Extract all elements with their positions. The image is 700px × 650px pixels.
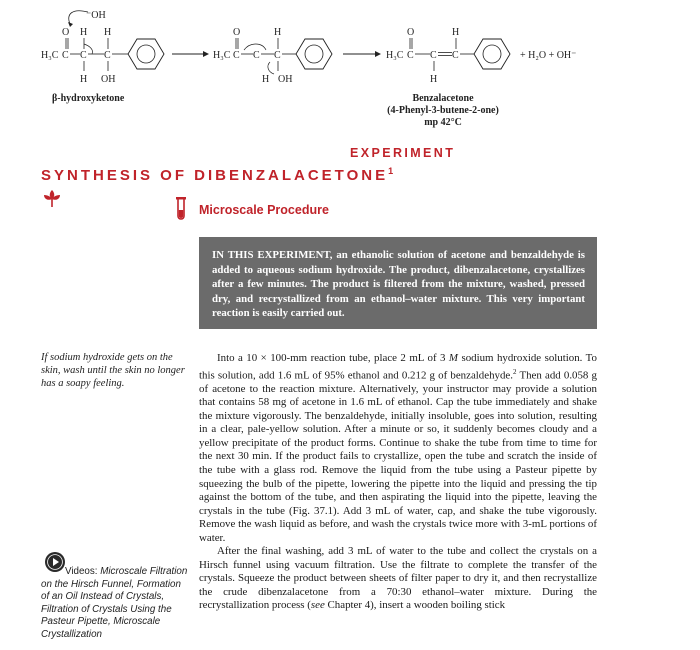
intro-summary-text: IN THIS EXPERIMENT, an ethanolic solution of acetone and benzaldehyde is added to aqueous sodium hydroxide. The product, dibenzalacetone, crystallizes after a few minutes. The product is filtered from the mixture, washed, pressed dry, and recrystallized from an ethanol–water mixture. This very important reaction is easily carried out. — [212, 249, 585, 320]
svg-text:C: C — [452, 50, 459, 61]
videos-list: Microscale Filtration on the Hirsch Funnel, Formation of an Oil Instead of Crystals, Filtration of Crystals Using the Pasteur Pipette, Microscale Crystallization — [41, 566, 188, 640]
svg-text:O: O — [233, 27, 241, 38]
procedure-paragraph-2: After the final washing, add 3 mL of water to the tube and collect the crystals on a Hirsch funnel using vacuum filtration. Use the filtrate to complete the transfer of the crystals. Squeeze the product between sheets of filter paper to dry it, and then recrystallize the crude dibenzalacetone from a 70:30 ethanol–water mixture. During the recrystallization process (see Chapter 4), insert a wooden boiling stick — [199, 545, 597, 612]
reaction-scheme — [0, 0, 700, 140]
byproducts-label: + H₂O + OH⁻ — [520, 50, 577, 61]
product-name: Benzalacetone — [412, 93, 474, 104]
svg-text:O: O — [62, 27, 70, 38]
procedure-paragraph-1: Into a 10 × 100-mm reaction tube, place 2 mL of 3 M sodium hydroxide solution. To this solution, add 1.6 mL of 95% ethanol and 0.212 g of benzaldehyde.$^2$ Then add 0.058 g of acetone to the reaction mixture. Alternatively, your instructor may provide a solution that contains 58 mg of acetone in 1.6 mL of ethanol. Cap the tube immediately and shake the mixture vigorously. The benzaldehyde, initially insoluble, goes into solution, resulting in a clear, pale-yellow solution. After a minute or so, it suddenly becomes cloudy and a yellow precipitate of the product forms. Continue to shake the tube from time to time for the next 30 min. If the product fails to crystallize, open the tube and scratch the inside of the tube with a glass rod. Remove the liquid from the tube using a Pasteur pipette by squeezing the bulb of the pipette, lowering the pipette into the liquid and pressing the tip against the bottom of the tube, and then aspirating the liquid into the pipette, leaving the crystals in the tube (Fig. 37.1). Add 3 mL of water, cap, and shake the tube vigorously. Remove the wash liquid as before, and wash the crystals twice more with 3-mL portions of water. — [199, 352, 597, 544]
svg-text:H: H — [80, 74, 88, 85]
product-alt-name: (4-Phenyl-3-butene-2-one) — [387, 105, 499, 116]
svg-text:C: C — [104, 50, 111, 61]
reaction-arrow-icon — [172, 51, 209, 57]
experiment-label: EXPERIMENT — [350, 146, 456, 160]
benzene-ring-icon — [474, 39, 510, 69]
procedure-body — [199, 352, 597, 613]
footnote-marker: 2 — [512, 367, 517, 376]
reaction-scheme-graphic — [0, 0, 700, 140]
svg-text:H₃C: H₃C — [386, 50, 404, 61]
title-text: SYNTHESIS OF DIBENZALACETONE — [41, 167, 389, 184]
svg-text:C: C — [253, 50, 260, 61]
title-footnote-marker: 1 — [388, 166, 394, 176]
svg-text:C: C — [407, 50, 414, 61]
svg-text:H: H — [430, 74, 438, 85]
benzene-ring-icon — [128, 39, 164, 69]
reaction-arrow-icon — [343, 51, 381, 57]
structure-benzalacetone — [386, 27, 576, 85]
svg-text:C: C — [274, 50, 281, 61]
benzene-ring-icon — [296, 39, 332, 69]
svg-text:C: C — [62, 50, 69, 61]
svg-text:H: H — [452, 27, 460, 38]
videos-label: Videos: — [65, 566, 98, 577]
red-leaf-icon — [41, 187, 63, 209]
label-beta-hydroxyketone: β-hydroxyketone — [52, 93, 125, 104]
svg-text:H: H — [274, 27, 282, 38]
intro-summary-box — [199, 237, 597, 329]
product-caption — [373, 93, 513, 129]
svg-text:H: H — [104, 27, 112, 38]
svg-text:C: C — [430, 50, 437, 61]
svg-text:O: O — [407, 27, 415, 38]
svg-text:H: H — [262, 74, 270, 85]
svg-text:H₃C: H₃C — [213, 50, 231, 61]
svg-text:C: C — [233, 50, 240, 61]
safety-margin-note: If sodium hydroxide gets on the skin, wash until the skin no longer has a soapy feeling. — [41, 352, 185, 390]
structure-intermediate — [213, 27, 332, 85]
test-tube-icon — [174, 196, 188, 222]
product-melting-point: mp 42°C — [424, 117, 462, 128]
procedure-label: Microscale Procedure — [199, 203, 329, 217]
svg-text:H: H — [80, 27, 88, 38]
svg-text:H₃C: H₃C — [41, 50, 59, 61]
page-title — [41, 166, 393, 184]
hydroxide-label: ⁻OH — [86, 10, 106, 21]
structure-beta-hydroxyketone — [41, 10, 164, 85]
svg-text:OH: OH — [278, 74, 293, 85]
videos-margin-note — [41, 566, 191, 642]
svg-text:C: C — [80, 50, 87, 61]
svg-text:OH: OH — [101, 74, 116, 85]
